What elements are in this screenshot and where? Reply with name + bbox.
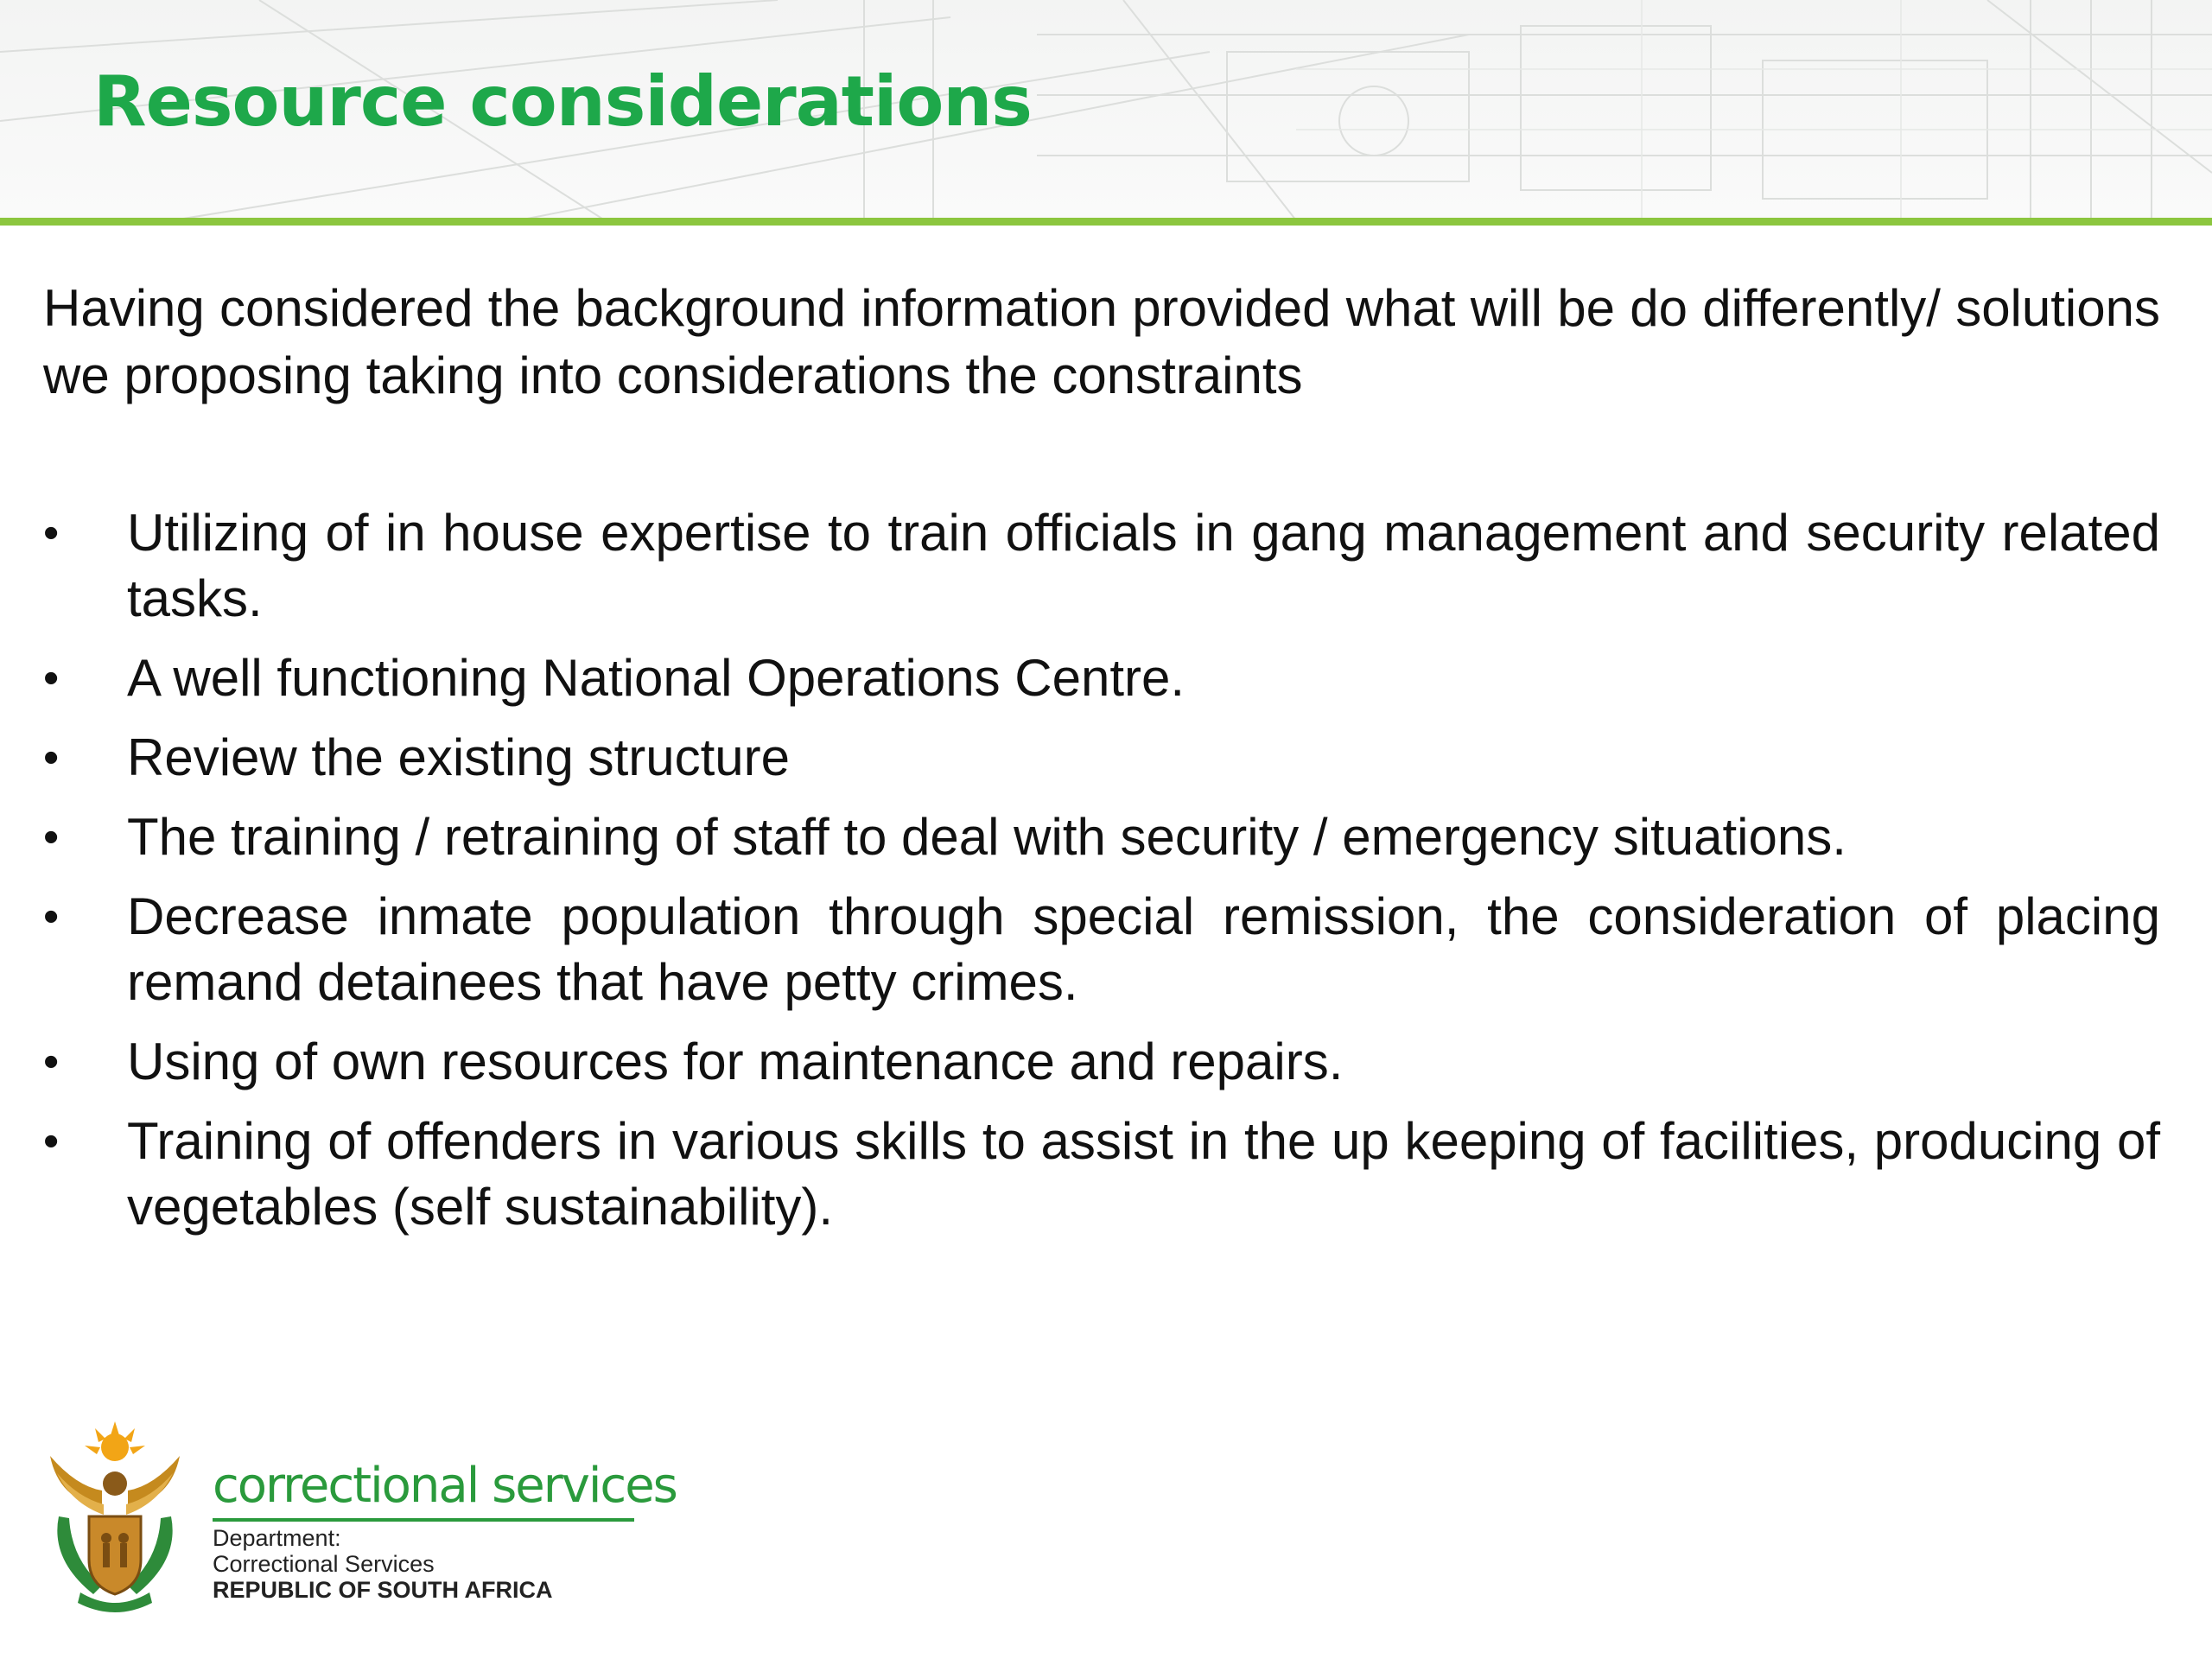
bullet-item (43, 500, 2160, 632)
coat-of-arms-icon (41, 1421, 188, 1613)
bullet-item (43, 804, 2160, 870)
bullet-item (43, 1029, 2160, 1095)
bullet-text: Review the existing structure (127, 728, 790, 786)
logo-wordmark: correctional services (213, 1458, 677, 1514)
department-label: Department: (213, 1525, 341, 1551)
department-text (213, 1525, 553, 1603)
bullet-item (43, 725, 2160, 791)
bullet-dot-icon: • (43, 653, 60, 703)
bullet-text: The training / retraining of staff to deal with security / emergency situations. (127, 808, 1847, 866)
bullet-item (43, 1109, 2160, 1240)
bullet-dot-icon: • (43, 892, 60, 942)
intro-paragraph: Having considered the background information provided what will be do differently/ solutions we proposing taking into considerations the constraints (43, 279, 2160, 404)
bullet-item (43, 884, 2160, 1015)
department-name: Correctional Services (213, 1551, 435, 1577)
bullet-dot-icon: • (43, 508, 60, 558)
header-divider (0, 218, 2212, 226)
bullet-list (43, 500, 2160, 1240)
bullet-dot-icon: • (43, 1037, 60, 1087)
slide-title: Resource considerations (93, 61, 1032, 142)
bullet-text: A well functioning National Operations Centre. (127, 649, 1185, 707)
bullet-text: Utilizing of in house expertise to train officials in gang management and security related tasks. (127, 504, 2160, 627)
slide-content (43, 275, 2160, 1254)
bullet-item (43, 645, 2160, 711)
department-logo (41, 1421, 677, 1620)
bullet-text: Training of offenders in various skills to assist in the up keeping of facilities, producing of vegetables (self sustainability). (127, 1112, 2160, 1236)
bullet-dot-icon: • (43, 733, 60, 783)
bullet-dot-icon: • (43, 812, 60, 862)
bullet-text: Using of own resources for maintenance and repairs. (127, 1033, 1344, 1090)
logo-divider (213, 1518, 634, 1522)
bullet-text: Decrease inmate population through special remission, the consideration of placing remand detainees that have petty crimes. (127, 887, 2160, 1011)
country-name: REPUBLIC OF SOUTH AFRICA (213, 1577, 553, 1603)
bullet-dot-icon: • (43, 1116, 60, 1166)
